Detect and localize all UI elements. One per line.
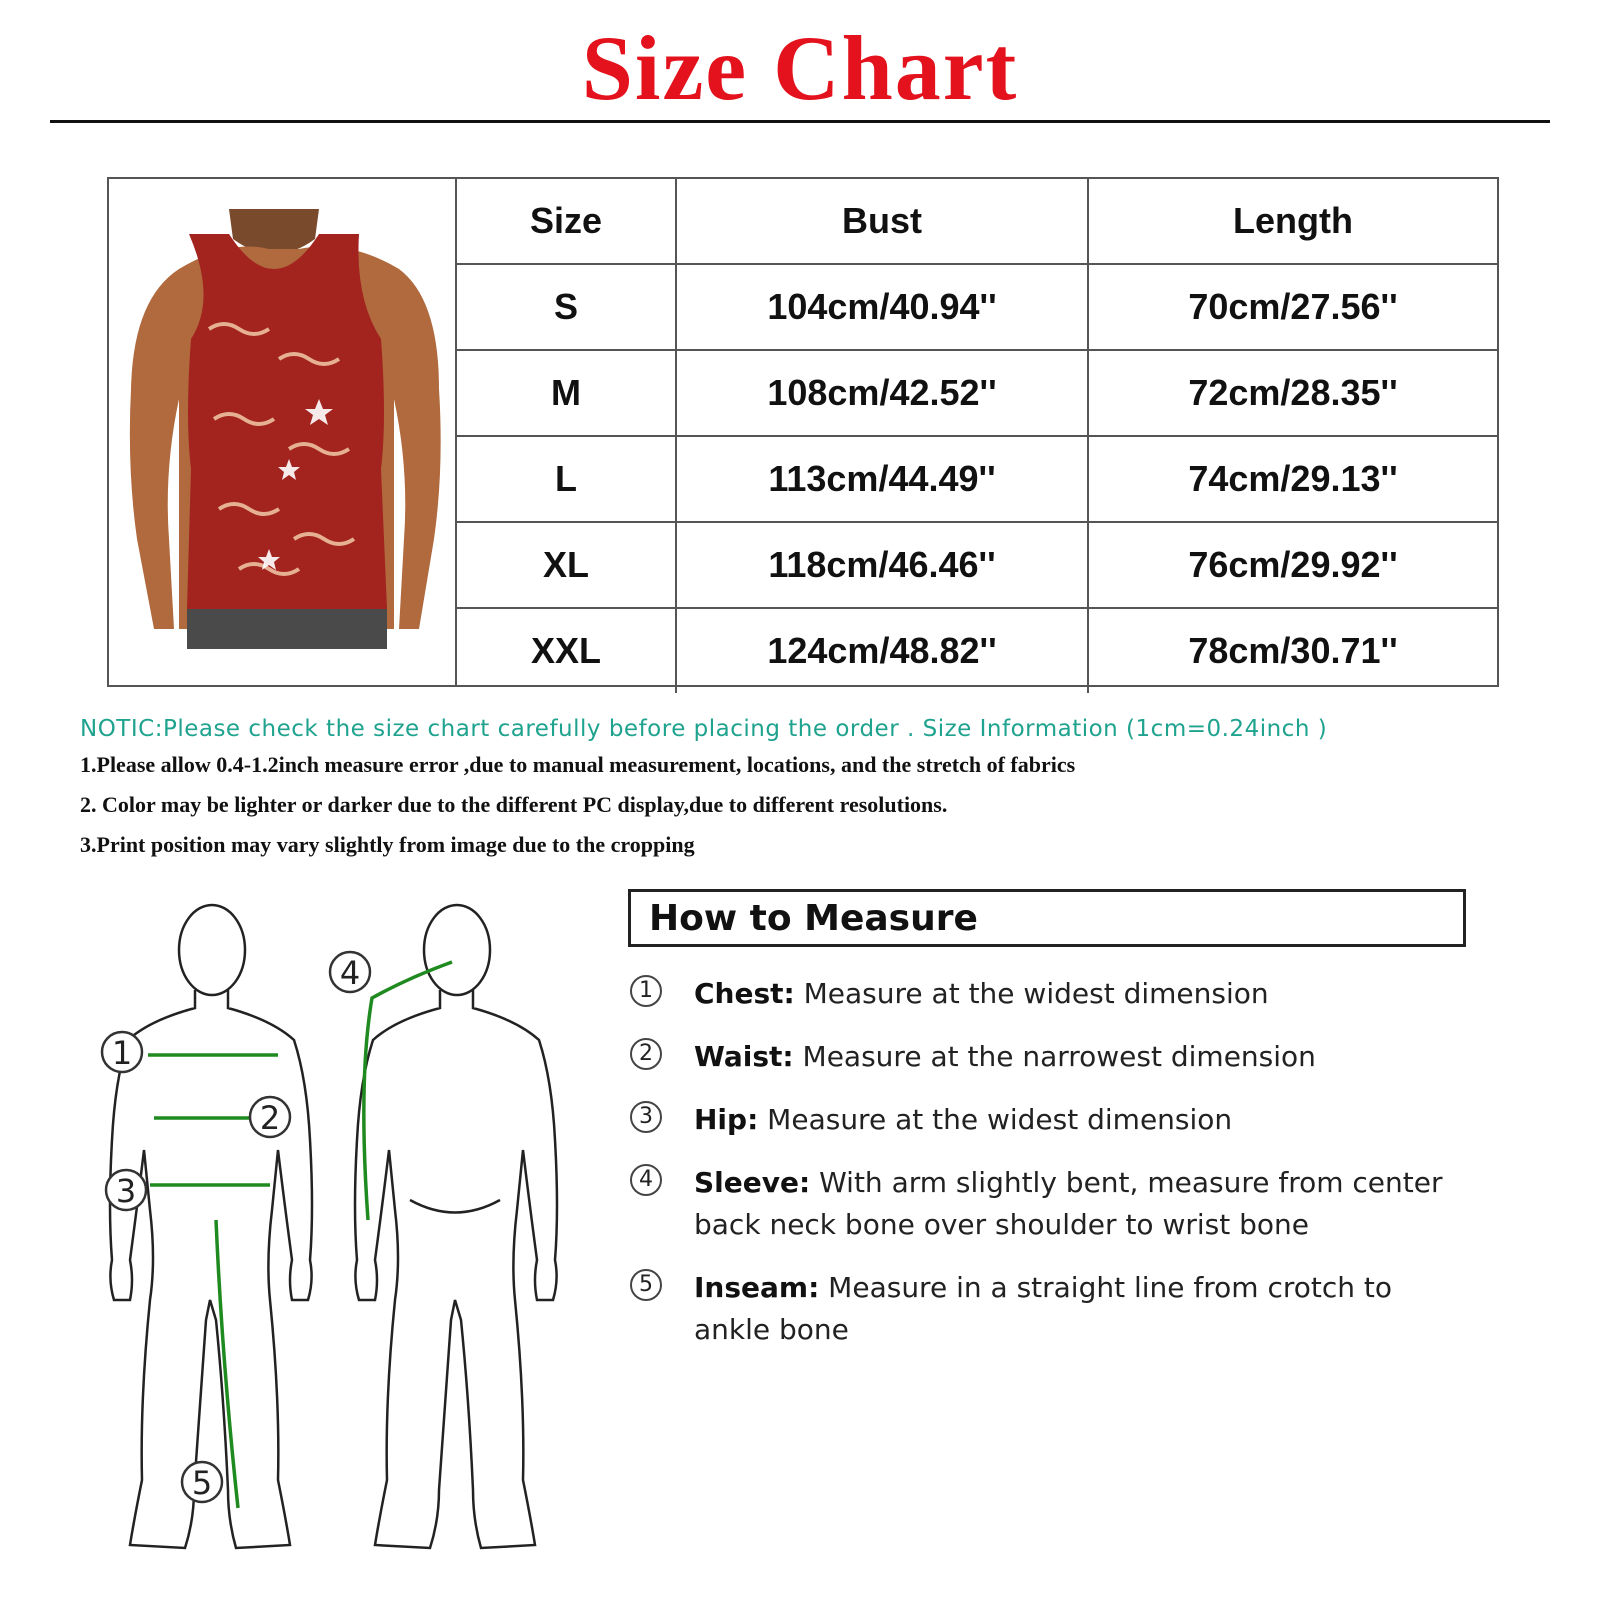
table-row [457, 522, 1497, 608]
bust-cell: 118cm/46.46'' [676, 522, 1088, 608]
bust-cell: 104cm/40.94'' [676, 264, 1088, 350]
size-chart-table-container [107, 177, 1499, 687]
table-header-row [457, 179, 1497, 264]
svg-text:2: 2 [259, 1099, 281, 1137]
table-row [457, 350, 1497, 436]
number-5-icon: 5 [630, 1269, 662, 1301]
table-row [457, 608, 1497, 693]
marker-3-icon [106, 1170, 146, 1210]
front-figure [110, 905, 312, 1548]
measurement-figures [90, 880, 580, 1580]
tank-top-model-image [119, 209, 449, 649]
number-1-icon: 1 [630, 975, 662, 1007]
marker-2-icon [250, 1097, 290, 1137]
measurement-lines [148, 962, 452, 1508]
measure-text [694, 1267, 1474, 1351]
svg-text:1: 1 [111, 1034, 133, 1072]
page-title: Size Chart [581, 17, 1019, 119]
bust-cell: 124cm/48.82'' [676, 608, 1088, 693]
size-cell: XXL [457, 608, 676, 693]
measure-description: With arm slightly bent, measure from center back neck bone over shoulder to wrist bone [694, 1166, 1443, 1241]
note-1: 1.Please allow 0.4-1.2inch measure error ,due to manual measurement, locations, and the stretch of fabrics [80, 752, 1076, 777]
length-cell: 70cm/27.56'' [1088, 264, 1497, 350]
title-divider [50, 120, 1550, 123]
measure-label: Chest: [694, 977, 795, 1010]
length-cell: 76cm/29.92'' [1088, 522, 1497, 608]
measure-label: Sleeve: [694, 1166, 811, 1199]
measure-label: Inseam: [694, 1271, 820, 1304]
measure-label: Hip: [694, 1103, 759, 1136]
measure-label: Waist: [694, 1040, 794, 1073]
marker-5-icon [182, 1462, 222, 1502]
size-cell: L [457, 436, 676, 522]
measure-description: Measure in a straight line from crotch to ankle bone [694, 1271, 1393, 1346]
size-cell: XL [457, 522, 676, 608]
number-3-icon: 3 [630, 1101, 662, 1133]
size-cell: M [457, 350, 676, 436]
bust-cell: 113cm/44.49'' [676, 436, 1088, 522]
svg-text:3: 3 [115, 1172, 137, 1210]
size-cell: S [457, 264, 676, 350]
number-4-icon: 4 [630, 1164, 662, 1196]
note-2: 2. Color may be lighter or darker due to the different PC display,due to different resolutions. [80, 792, 948, 817]
measure-text [694, 1099, 1474, 1141]
length-cell: 78cm/30.71'' [1088, 608, 1497, 693]
header-bust: Bust [676, 179, 1088, 264]
length-cell: 72cm/28.35'' [1088, 350, 1497, 436]
table-row [457, 264, 1497, 350]
measure-text [694, 1036, 1474, 1078]
header-length: Length [1088, 179, 1497, 264]
measure-text [694, 973, 1474, 1015]
how-to-measure-header [628, 889, 1466, 947]
back-figure [355, 905, 557, 1548]
measure-description: Measure at the narrowest dimension [793, 1040, 1316, 1073]
how-to-measure-title: How to Measure [649, 898, 978, 939]
number-2-icon: 2 [630, 1038, 662, 1070]
svg-text:5: 5 [191, 1464, 213, 1502]
table-row [457, 436, 1497, 522]
size-table [457, 179, 1497, 693]
measure-description: Measure at the widest dimension [794, 977, 1269, 1010]
notice-text: NOTIC:Please check the size chart carefully before placing the order . Size Information (1cm=0.24inch ) [80, 716, 1328, 742]
note-3: 3.Print position may vary slightly from image due to the cropping [80, 832, 695, 857]
svg-text:4: 4 [339, 954, 361, 992]
product-photo [109, 179, 457, 685]
marker-4-icon [330, 952, 370, 992]
measure-text [694, 1162, 1474, 1246]
header-size: Size [457, 179, 676, 264]
marker-1-icon [102, 1032, 142, 1072]
length-cell: 74cm/29.13'' [1088, 436, 1497, 522]
measure-description: Measure at the widest dimension [758, 1103, 1233, 1136]
bust-cell: 108cm/42.52'' [676, 350, 1088, 436]
